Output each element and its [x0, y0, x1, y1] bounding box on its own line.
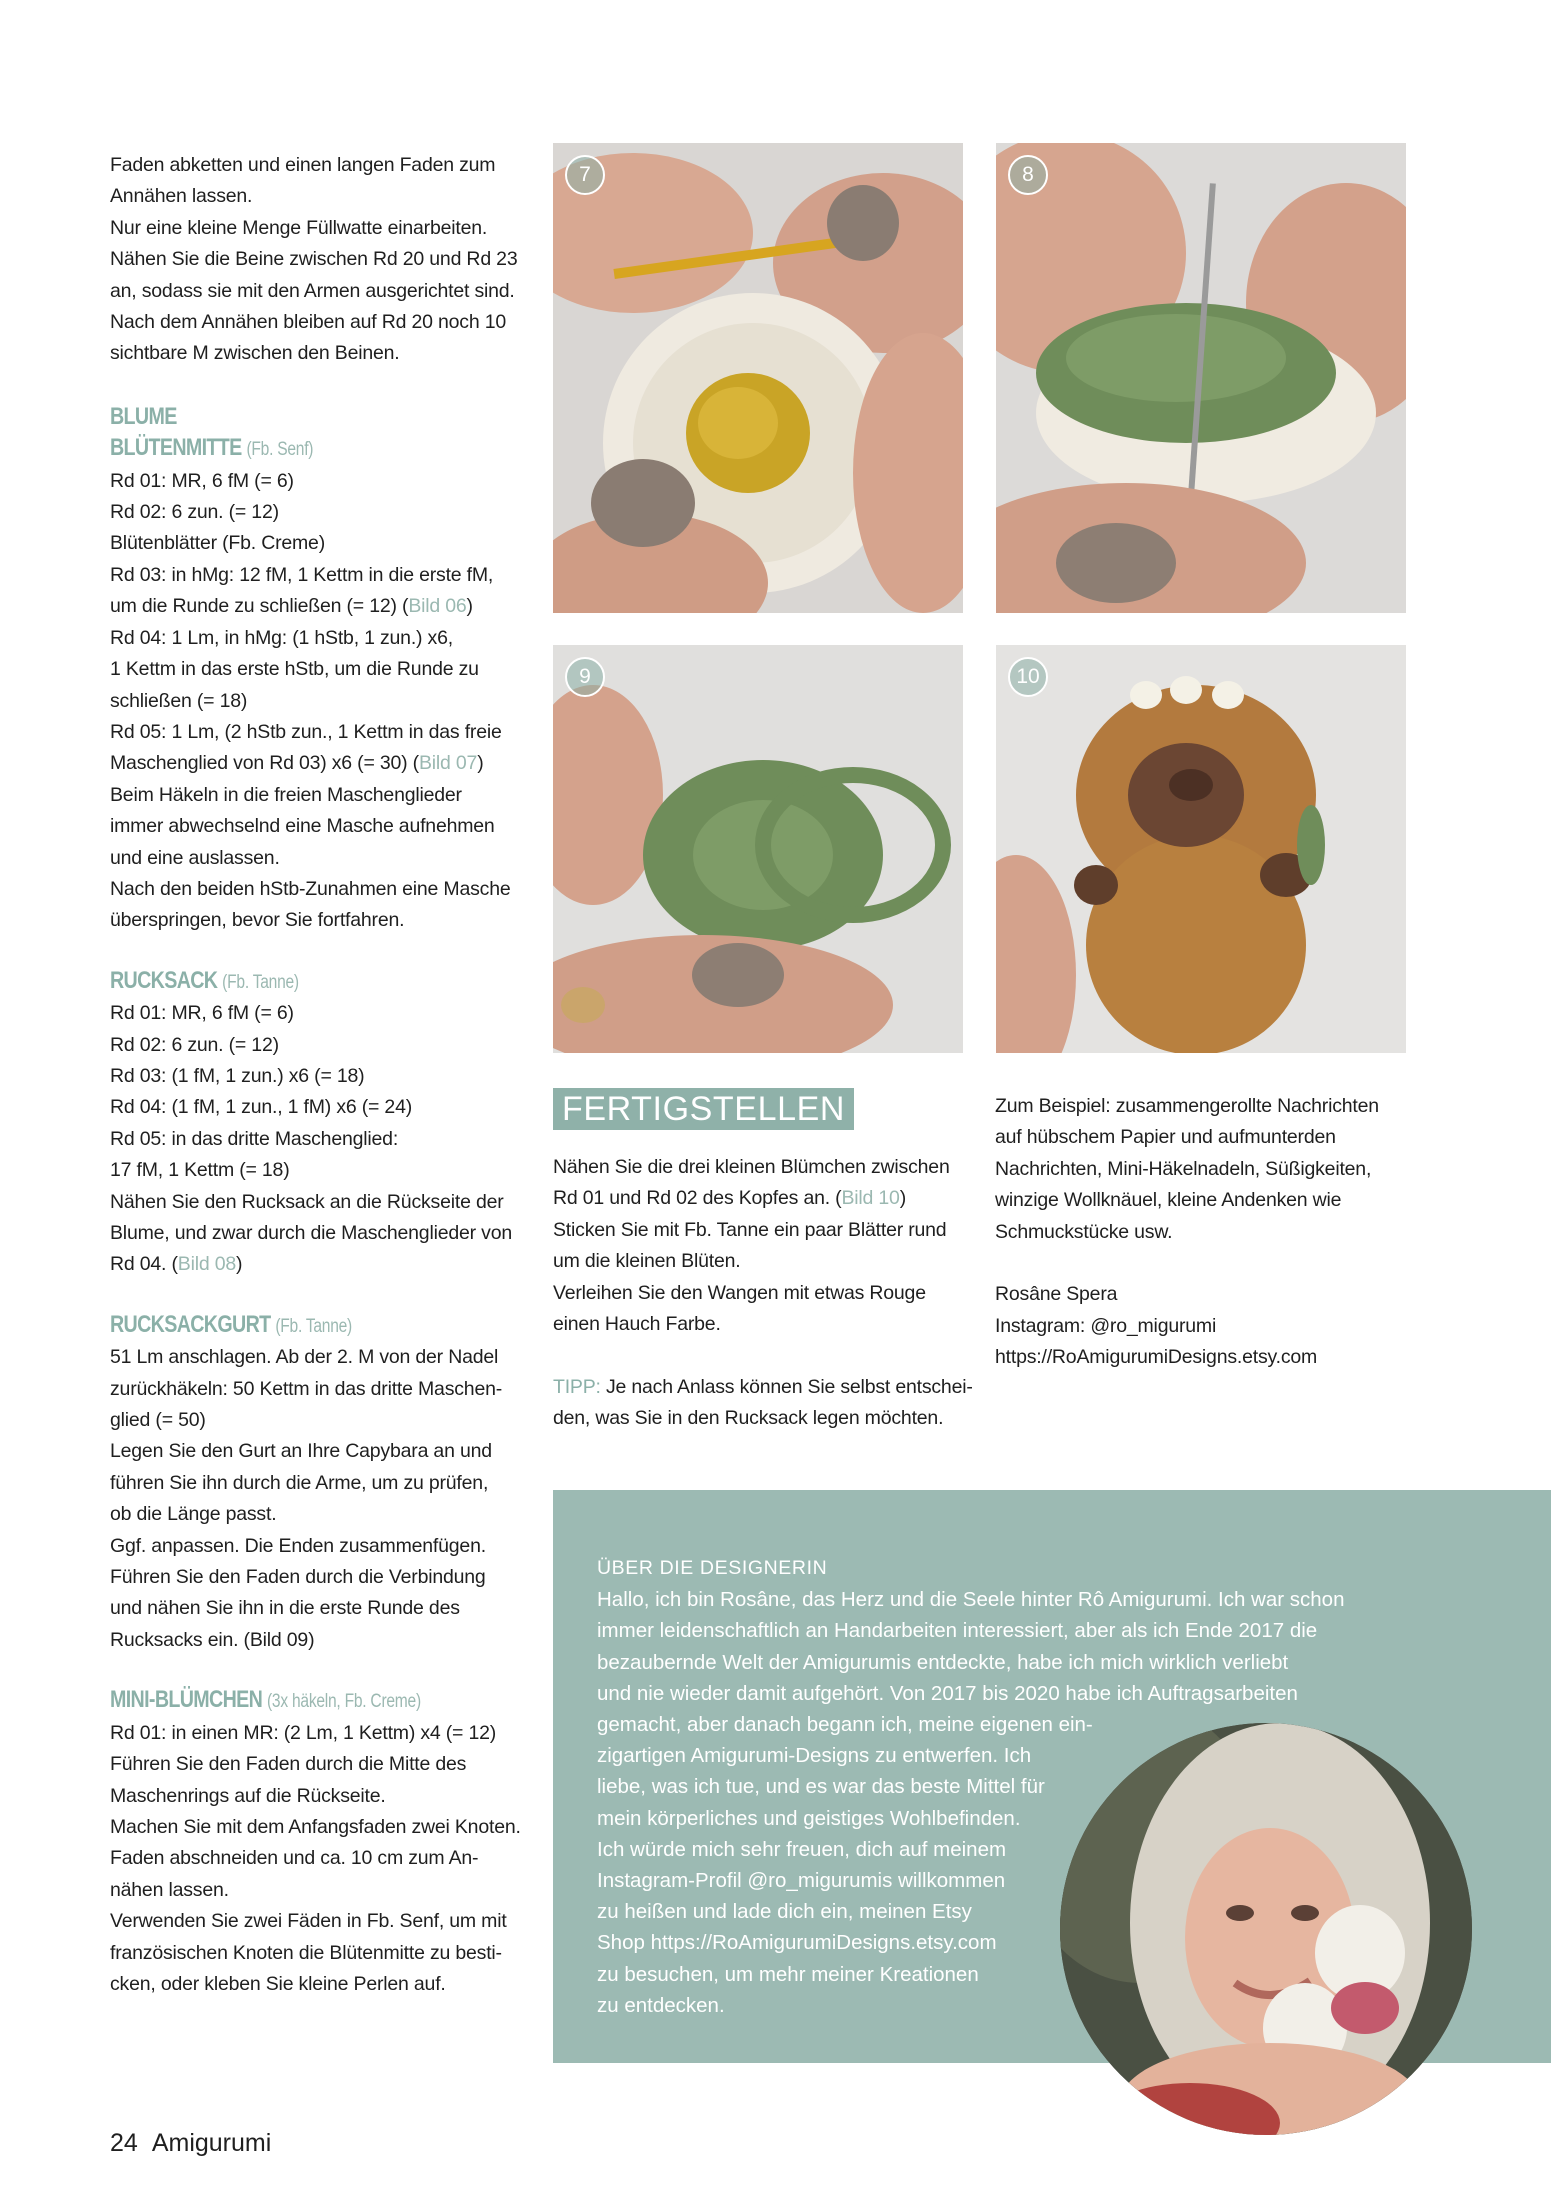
- photo-number-badge: 8: [1008, 155, 1048, 195]
- text-line: zurückhäkeln: 50 Kettm in das dritte Maschen-: [110, 1377, 503, 1400]
- section-title-blume: BLUME: [110, 402, 177, 430]
- text-line: Nur eine kleine Menge Füllwatte einarbeiten.: [110, 216, 488, 239]
- text-line: Rd 05: in das dritte Maschenglied:: [110, 1127, 399, 1150]
- text-line: Rd 04: 1 Lm, in hMg: (1 hStb, 1 zun.) x6,: [110, 626, 453, 649]
- text-line: Führen Sie den Faden durch die Mitte des: [110, 1753, 467, 1776]
- author-name: Rosâne Spera: [995, 1283, 1118, 1306]
- fertigstellen-instructions: [553, 1152, 953, 1340]
- text-line: Rd 01: in einen MR: (2 Lm, 1 Kettm) x4 (= 12): [110, 1721, 497, 1744]
- text-line: Faden abschneiden und ca. 10 cm zum An-: [110, 1847, 479, 1870]
- text-line: Ich würde mich sehr freuen, dich auf meinem: [597, 1837, 1007, 1861]
- text-line: winzige Wollknäuel, kleine Andenken wie: [995, 1189, 1342, 1212]
- blume-instructions: [110, 466, 530, 937]
- text-line: mein körperliches und geistiges Wohlbefinden.: [597, 1806, 1021, 1830]
- text-line: und eine auslassen.: [110, 846, 280, 869]
- photo-step-9: [553, 645, 963, 1053]
- text-line: um die kleinen Blüten.: [553, 1250, 741, 1273]
- rucksack-instructions: [110, 998, 530, 1281]
- text-line: zigartigen Amigurumi-Designs zu entwerfen. Ich: [597, 1744, 1032, 1768]
- fertigstellen-column: [553, 1152, 973, 1435]
- text-line: liebe, was ich tue, und es war das beste Mittel für: [597, 1775, 1045, 1799]
- text-line: französischen Knoten die Blütenmitte zu besti-: [110, 1941, 502, 1964]
- left-column: [110, 150, 530, 2000]
- text-line: Rd 01: MR, 6 fM (= 6): [110, 1002, 294, 1025]
- text-line: Beim Häkeln in die freien Maschenglieder: [110, 783, 462, 806]
- text-line: Rd 02: 6 zun. (= 12): [110, 501, 279, 524]
- instagram-handle[interactable]: Instagram: @ro_migurumi: [995, 1314, 1217, 1337]
- designer-portrait-image: [1060, 1723, 1472, 2135]
- text-line: Annähen lassen.: [110, 185, 253, 208]
- mini-bluemchen-instructions: [110, 1718, 530, 2001]
- photo-number-badge: 10: [1008, 657, 1048, 697]
- photo-step-10-image: [996, 645, 1406, 1053]
- tipp-label: TIPP:: [553, 1375, 601, 1398]
- magazine-name: Amigurumi: [151, 2129, 272, 2157]
- text-line: auf hübschem Papier und aufmunterden: [995, 1126, 1336, 1149]
- text-line: Rd 01 und Rd 02 des Kopfes an. (Bild 10): [553, 1187, 906, 1210]
- text-line: Legen Sie den Gurt an Ihre Capybara an und: [110, 1440, 492, 1463]
- tipp-line: TIPP: Je nach Anlass können Sie selbst entschei-: [553, 1375, 973, 1398]
- text-line: Rd 02: 6 zun. (= 12): [110, 1033, 279, 1056]
- intro-text: [110, 150, 530, 370]
- text-line: Ggf. anpassen. Die Enden zusammenfügen.: [110, 1534, 486, 1557]
- designer-title: ÜBER DIE DESIGNERIN: [597, 1557, 828, 1579]
- text-line: gemacht, aber danach begann ich, meine eigenen ein-: [597, 1713, 1093, 1737]
- text-line: Verleihen Sie den Wangen mit etwas Rouge: [553, 1281, 926, 1304]
- text-line: Verwenden Sie zwei Fäden in Fb. Senf, um mit: [110, 1910, 507, 1933]
- right-column-text: [995, 1091, 1415, 1248]
- text-line: Nähen Sie die Beine zwischen Rd 20 und Rd 23: [110, 248, 518, 271]
- text-line: überspringen, bevor Sie fortfahren.: [110, 909, 405, 932]
- text-line: Rd 03: in hMg: 12 fM, 1 Kettm in die erste fM,: [110, 563, 494, 586]
- text-line: Führen Sie den Faden durch die Verbindung: [110, 1566, 486, 1589]
- text-line: 17 fM, 1 Kettm (= 18): [110, 1159, 290, 1182]
- section-title-mini-bluemchen: MINI-BLÜMCHEN (3x häkeln, Fb. Creme): [110, 1686, 421, 1714]
- text-line: Nähen Sie den Rucksack an die Rückseite der: [110, 1190, 504, 1213]
- text-line: glied (= 50): [110, 1409, 206, 1432]
- text-line: Nähen Sie die drei kleinen Blümchen zwischen: [553, 1156, 950, 1178]
- text-line: Rd 04. (Bild 08): [110, 1253, 243, 1276]
- text-line: zu besuchen, um mehr meiner Kreationen: [597, 1962, 979, 1986]
- text-line: Zum Beispiel: zusammengerollte Nachrichten: [995, 1095, 1379, 1117]
- text-line: Instagram-Profil @ro_migurumis willkommen: [597, 1869, 1006, 1893]
- etsy-link[interactable]: https://RoAmigurumiDesigns.etsy.com: [995, 1346, 1318, 1369]
- text-line: Sticken Sie mit Fb. Tanne ein paar Blätter rund: [553, 1218, 947, 1241]
- text-line: Maschenglied von Rd 03) x6 (= 30) (Bild 07): [110, 752, 484, 775]
- text-line: immer abwechselnd eine Masche aufnehmen: [110, 815, 495, 838]
- section-title-rucksack: RUCKSACK (Fb. Tanne): [110, 966, 299, 994]
- text-line: ob die Länge passt.: [110, 1503, 277, 1526]
- text-line: Blütenblätter (Fb. Creme): [110, 532, 325, 555]
- text-line: cken, oder kleben Sie kleine Perlen auf.: [110, 1972, 446, 1995]
- text-line: um die Runde zu schließen (= 12) (Bild 06): [110, 595, 473, 618]
- text-line: Blume, und zwar durch die Maschenglieder von: [110, 1222, 513, 1244]
- text-line: sichtbare M zwischen den Beinen.: [110, 342, 400, 365]
- section-subtitle-bluetenmitte: BLÜTENMITTE (Fb. Senf): [110, 434, 314, 462]
- text-line: Shop https://RoAmigurumiDesigns.etsy.com: [597, 1931, 997, 1955]
- photo-number-badge: 9: [565, 657, 605, 697]
- photo-step-7: [553, 143, 963, 613]
- text-line: Maschenrings auf die Rückseite.: [110, 1784, 386, 1807]
- text-line: nähen lassen.: [110, 1878, 229, 1901]
- tipp-line: den, was Sie in den Rucksack legen möchten.: [553, 1407, 944, 1430]
- photo-step-8-image: [996, 143, 1406, 613]
- page-number: 24: [110, 2129, 138, 2157]
- text-line: an, sodass sie mit den Armen ausgerichtet sind.: [110, 279, 515, 302]
- image-reference: Bild 07: [418, 752, 478, 775]
- text-line: bezaubernde Welt der Amigurumis entdeckte, habe ich mich wirklich verliebt: [597, 1650, 1289, 1674]
- text-line: Rd 05: 1 Lm, (2 hStb zun., 1 Kettm in das freie: [110, 720, 502, 743]
- photo-number-badge: 7: [565, 155, 605, 195]
- image-reference: Bild 10: [841, 1187, 900, 1210]
- section-title-rucksackgurt: RUCKSACKGURT (Fb. Tanne): [110, 1310, 353, 1338]
- text-line: und nie wieder damit aufgehört. Von 2017 bis 2020 habe ich Auftragsarbeiten: [597, 1681, 1298, 1705]
- image-reference: Bild 08: [177, 1253, 236, 1276]
- photo-step-8: [996, 143, 1406, 613]
- right-column: [995, 1091, 1415, 1374]
- page-footer: [110, 2127, 271, 2159]
- text-line: schließen (= 18): [110, 689, 248, 712]
- text-line: Nachrichten, Mini-Häkelnadeln, Süßigkeiten,: [995, 1157, 1372, 1180]
- text-line: Hallo, ich bin Rosâne, das Herz und die Seele hinter Rô Amigurumi. Ich war schon: [597, 1588, 1345, 1612]
- text-line: Schmuckstücke usw.: [995, 1220, 1173, 1243]
- section-title-fertigstellen: FERTIGSTELLEN: [553, 1088, 854, 1130]
- text-line: Nach dem Annähen bleiben auf Rd 20 noch 10: [110, 311, 506, 334]
- rucksackgurt-instructions: [110, 1342, 530, 1656]
- text-line: führen Sie ihn durch die Arme, um zu prüfen,: [110, 1471, 489, 1494]
- text-line: und nähen Sie ihn in die erste Runde des: [110, 1597, 460, 1620]
- text-line: Machen Sie mit dem Anfangsfaden zwei Knoten.: [110, 1815, 521, 1838]
- text-line: 1 Kettm in das erste hStb, um die Runde zu: [110, 658, 479, 681]
- photo-step-7-image: [553, 143, 963, 613]
- designer-portrait: [1060, 1723, 1472, 2135]
- text-line: Rd 01: MR, 6 fM (= 6): [110, 469, 294, 492]
- text-line: Faden abketten und einen langen Faden zum: [110, 154, 496, 176]
- photo-step-10: [996, 645, 1406, 1053]
- text-line: Nach den beiden hStb-Zunahmen eine Masche: [110, 877, 511, 900]
- text-line: Rd 03: (1 fM, 1 zun.) x6 (= 18): [110, 1064, 365, 1087]
- text-line: immer leidenschaftlich an Handarbeiten interessiert, aber als ich Ende 2017 die: [597, 1619, 1318, 1643]
- text-line: Rucksacks ein. (Bild 09): [110, 1628, 315, 1651]
- text-line: zu heißen und lade dich ein, meinen Etsy: [597, 1900, 972, 1924]
- text-line: zu entdecken.: [597, 1993, 725, 2017]
- image-reference: Bild 06: [408, 595, 467, 618]
- text-line: 51 Lm anschlagen. Ab der 2. M von der Nadel: [110, 1346, 499, 1369]
- photo-step-9-image: [553, 645, 963, 1053]
- text-line: Rd 04: (1 fM, 1 zun., 1 fM) x6 (= 24): [110, 1096, 413, 1119]
- text-line: einen Hauch Farbe.: [553, 1313, 721, 1336]
